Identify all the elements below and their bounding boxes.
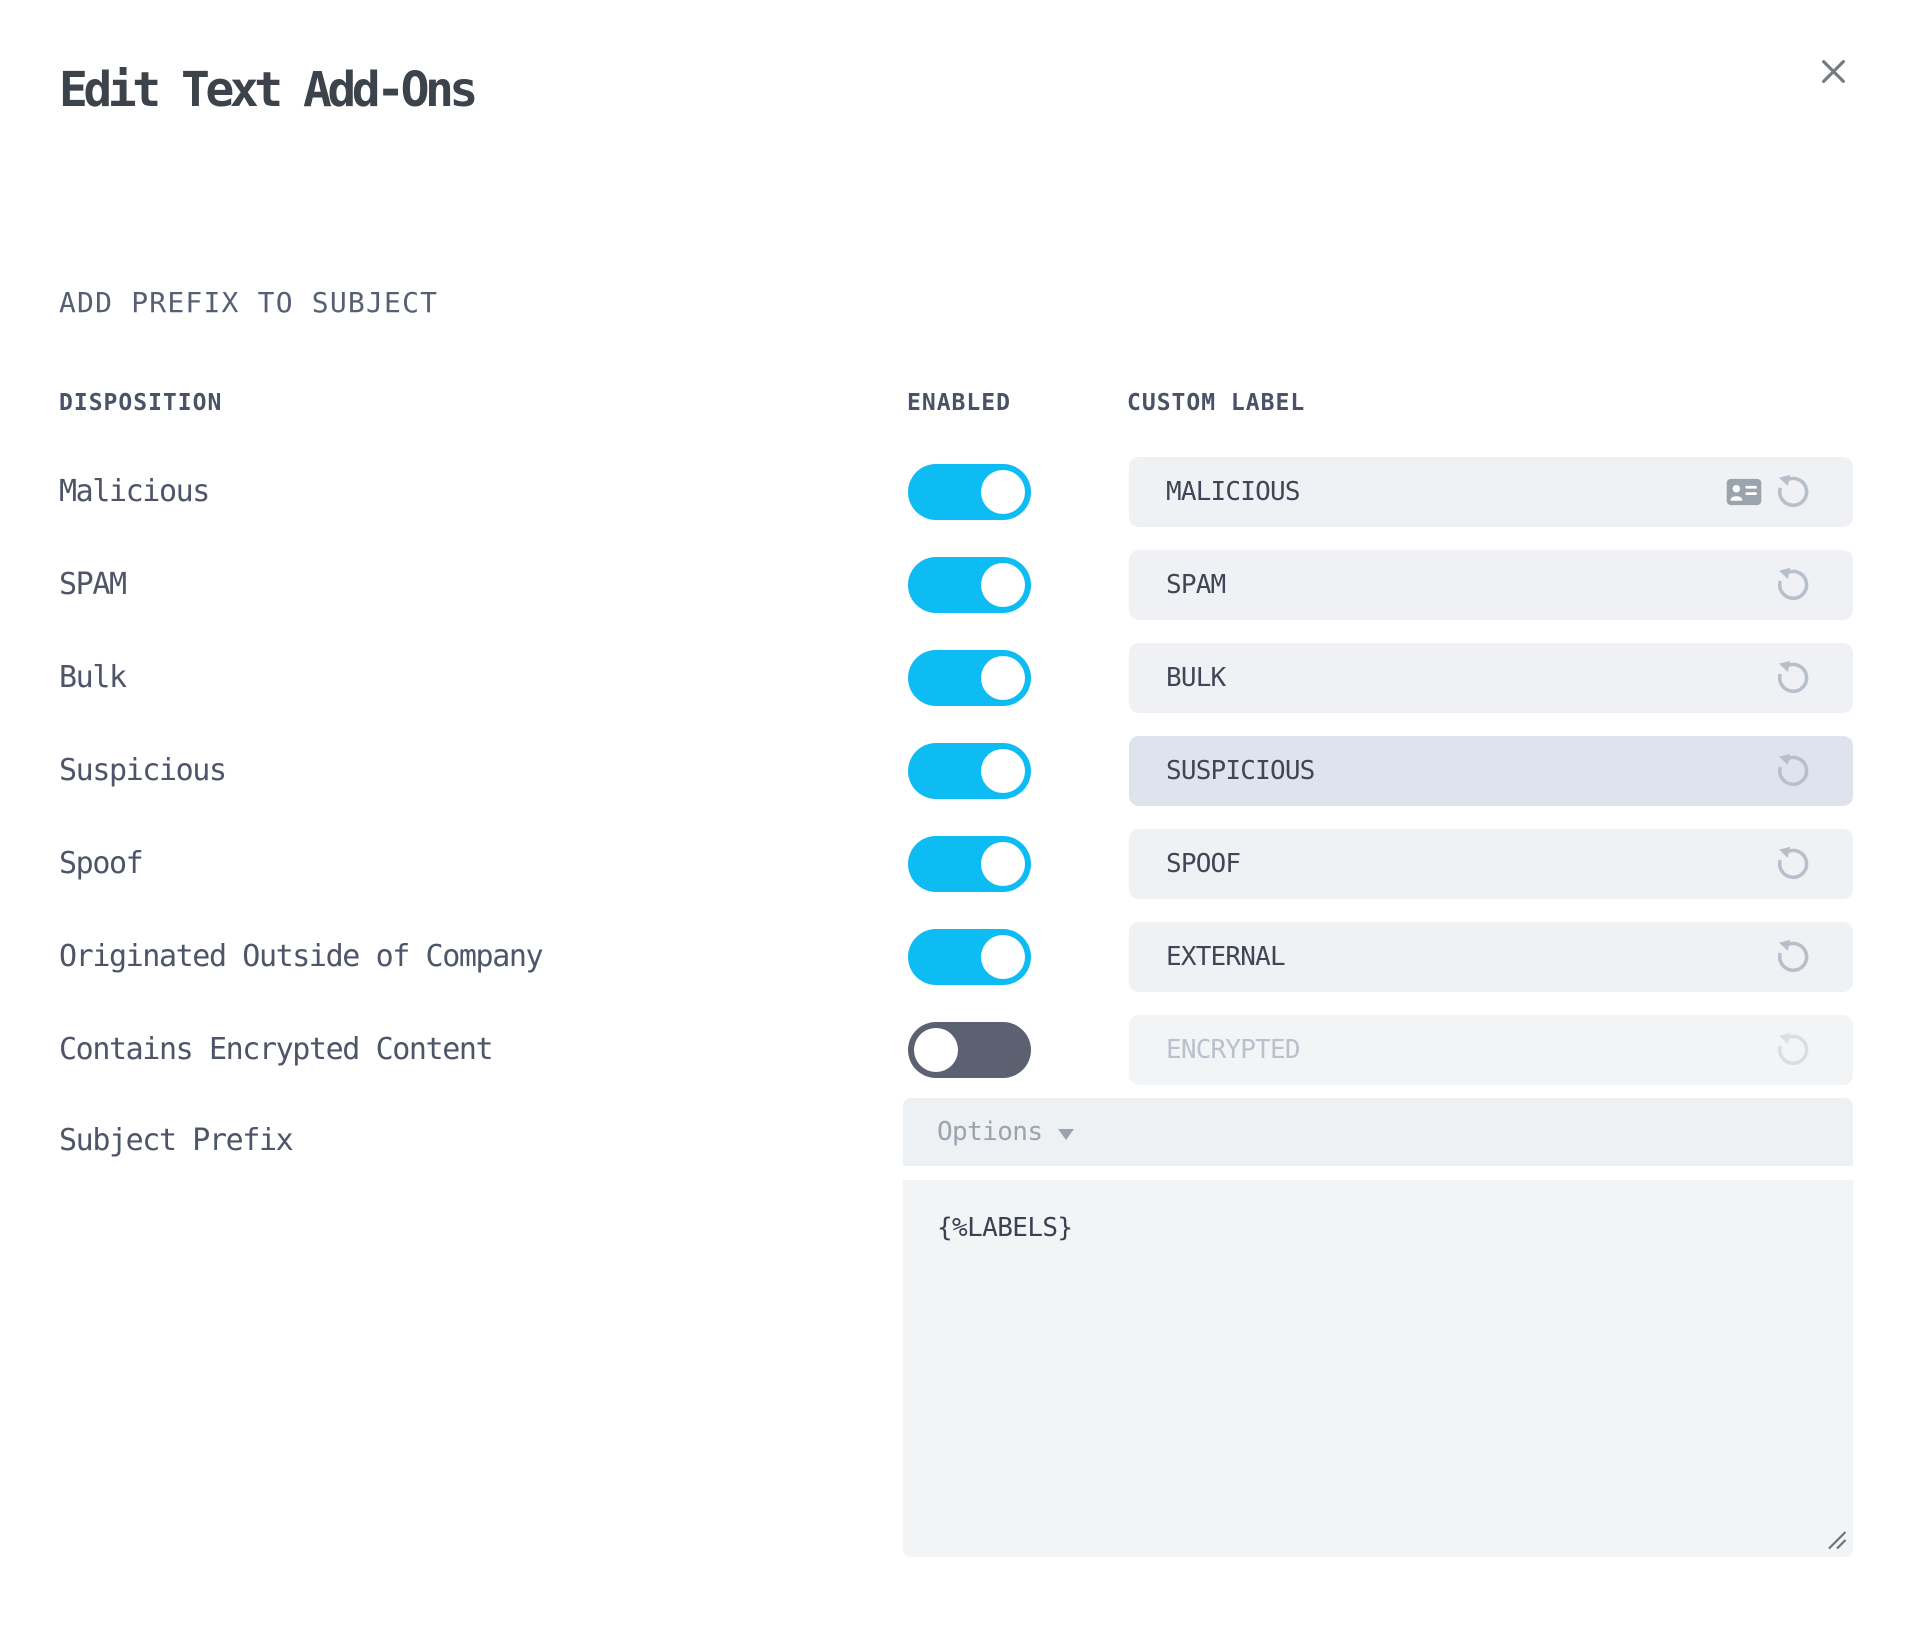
custom-label-field[interactable]: [1129, 643, 1853, 713]
close-icon: [1820, 58, 1847, 85]
table-row: [0, 736, 1908, 806]
custom-label-text: SPOOF: [1166, 849, 1241, 879]
custom-label-text: EXTERNAL: [1166, 942, 1285, 972]
contact-card-icon[interactable]: [1726, 478, 1762, 506]
enabled-toggle[interactable]: [908, 557, 1031, 613]
dialog-title: Edit Text Add-Ons: [59, 62, 474, 118]
toggle-knob: [981, 842, 1025, 886]
reset-label-icon[interactable]: [1773, 472, 1813, 512]
reset-label-icon[interactable]: [1773, 937, 1813, 977]
toggle-knob: [981, 749, 1025, 793]
subject-prefix-textarea[interactable]: [903, 1180, 1853, 1557]
column-header-enabled: ENABLED: [907, 390, 1011, 416]
table-row: [0, 550, 1908, 620]
column-header-custom-label: CUSTOM LABEL: [1127, 390, 1306, 416]
enabled-toggle[interactable]: [908, 650, 1031, 706]
custom-label-field[interactable]: [1129, 736, 1853, 806]
subject-prefix-label: Subject Prefix: [59, 1123, 293, 1158]
reset-label-icon[interactable]: [1773, 751, 1813, 791]
custom-label-text: SUSPICIOUS: [1166, 756, 1315, 786]
options-dropdown-label: Options: [937, 1117, 1043, 1147]
table-row: [0, 829, 1908, 899]
toggle-knob: [981, 935, 1025, 979]
reset-label-icon[interactable]: [1773, 658, 1813, 698]
table-row: [0, 1015, 1908, 1085]
table-row: [0, 643, 1908, 713]
reset-label-icon[interactable]: [1773, 844, 1813, 884]
subject-prefix-value: {%LABELS}: [937, 1213, 1073, 1243]
close-button[interactable]: [1806, 44, 1860, 98]
section-heading: ADD PREFIX TO SUBJECT: [59, 286, 439, 319]
resize-handle[interactable]: [1826, 1529, 1848, 1551]
toggle-knob: [981, 563, 1025, 607]
disposition-label: Contains Encrypted Content: [59, 1032, 493, 1067]
disposition-label: Malicious: [59, 474, 209, 509]
table-column-headers: [0, 390, 1908, 420]
options-dropdown[interactable]: [903, 1098, 1853, 1166]
disposition-label: SPAM: [59, 567, 126, 602]
custom-label-text: ENCRYPTED: [1166, 1035, 1300, 1065]
enabled-toggle[interactable]: [908, 464, 1031, 520]
reset-label-icon: [1773, 1030, 1813, 1070]
custom-label-field[interactable]: [1129, 922, 1853, 992]
reset-label-icon[interactable]: [1773, 565, 1813, 605]
custom-label-field: [1129, 1015, 1853, 1085]
column-header-disposition: DISPOSITION: [59, 390, 223, 416]
custom-label-field[interactable]: [1129, 550, 1853, 620]
custom-label-text: MALICIOUS: [1166, 477, 1300, 507]
disposition-label: Spoof: [59, 846, 143, 881]
custom-label-text: SPAM: [1166, 570, 1226, 600]
enabled-toggle[interactable]: [908, 929, 1031, 985]
table-row: [0, 457, 1908, 527]
table-row: [0, 922, 1908, 992]
disposition-label: Bulk: [59, 660, 126, 695]
custom-label-field[interactable]: [1129, 457, 1853, 527]
toggle-knob: [914, 1028, 958, 1072]
toggle-knob: [981, 656, 1025, 700]
enabled-toggle[interactable]: [908, 1022, 1031, 1078]
custom-label-field[interactable]: [1129, 829, 1853, 899]
chevron-down-icon: [1058, 1129, 1074, 1140]
custom-label-text: BULK: [1166, 663, 1226, 693]
enabled-toggle[interactable]: [908, 836, 1031, 892]
disposition-label: Suspicious: [59, 753, 226, 788]
disposition-label: Originated Outside of Company: [59, 939, 543, 974]
enabled-toggle[interactable]: [908, 743, 1031, 799]
toggle-knob: [981, 470, 1025, 514]
